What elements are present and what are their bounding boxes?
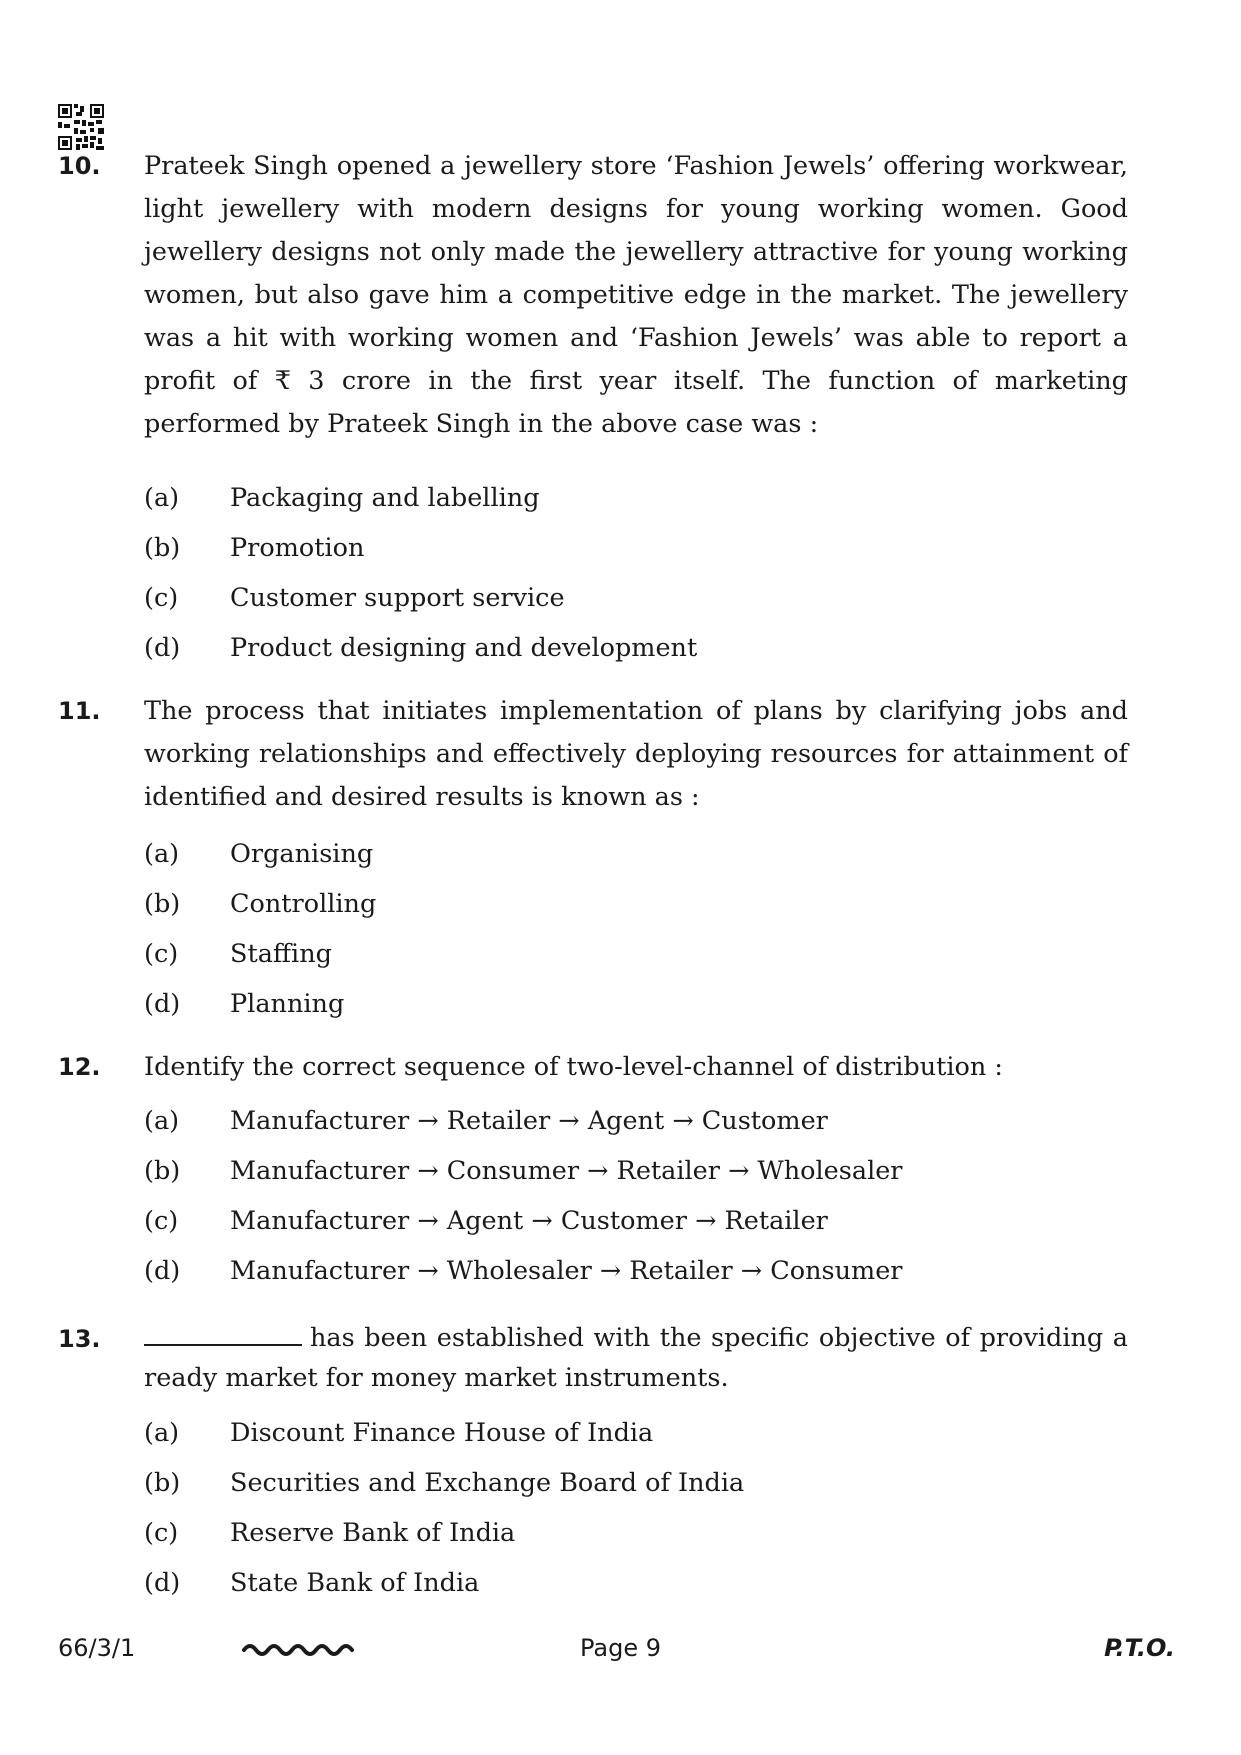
option-letter: (c) <box>144 939 179 969</box>
option-c <box>144 1508 1128 1558</box>
option-b <box>144 1458 1128 1508</box>
option-c <box>144 929 1128 979</box>
page-footer <box>0 1628 1241 1668</box>
option-d <box>144 1558 1128 1608</box>
option-letter: (b) <box>144 533 181 563</box>
option-text: Manufacturer → Consumer → Retailer → Wholesaler <box>230 1156 903 1186</box>
option-text: Product designing and development <box>230 633 698 663</box>
option-letter: (b) <box>144 889 181 919</box>
option-text: Discount Finance House of India <box>230 1418 654 1448</box>
option-letter: (d) <box>144 633 181 663</box>
option-letter: (d) <box>144 989 181 1019</box>
option-letter: (a) <box>144 1418 180 1448</box>
question-text: The process that initiates implementation of plans by clarifying jobs and working relationships and effectively deploying resources for attainment of identified and desired results is known as : <box>144 696 1128 812</box>
question-number: 11. <box>58 697 101 725</box>
option-letter: (b) <box>144 1468 181 1498</box>
option-text: Organising <box>230 839 374 869</box>
question-text: has been established with the specific objective of providing a ready market for money market instruments. <box>144 1323 1128 1393</box>
option-letter: (c) <box>144 1206 179 1236</box>
option-letter: (d) <box>144 1568 181 1598</box>
option-list <box>144 1408 1128 1608</box>
wave-ornament-icon <box>240 1636 356 1660</box>
question-text-wrapper <box>144 1318 1128 1398</box>
option-text: Controlling <box>230 889 377 919</box>
option-letter: (d) <box>144 1256 181 1286</box>
option-text: Reserve Bank of India <box>230 1518 516 1548</box>
option-letter: (b) <box>144 1156 181 1186</box>
option-text: Promotion <box>230 533 365 563</box>
option-a <box>144 473 1128 523</box>
option-letter: (a) <box>144 483 180 513</box>
option-letter: (c) <box>144 1518 179 1548</box>
option-a <box>144 829 1128 879</box>
option-c <box>144 573 1128 623</box>
paper-code: 66/3/1 <box>58 1634 136 1662</box>
question-number: 13. <box>58 1325 101 1353</box>
question-text: Prateek Singh opened a jewellery store ‘Fashion Jewels’ offering workwear, light jewellery with modern designs for young working women. Good jewellery designs not only made the jewellery attractive for young working women, but also gave him a competitive edge in the market. The jewellery was a hit with working women and ‘Fashion Jewels’ was able to report a profit of ₹ 3 crore in the first year itself. The function of marketing performed by Prateek Singh in the above case was : <box>144 151 1128 439</box>
option-b <box>144 879 1128 929</box>
option-list <box>144 1096 1128 1296</box>
option-list <box>144 829 1128 1029</box>
please-turn-over: P.T.O. <box>1104 1634 1175 1662</box>
question-number: 10. <box>58 152 101 180</box>
option-b <box>144 1146 1128 1196</box>
option-d <box>144 1246 1128 1296</box>
option-text: Securities and Exchange Board of India <box>230 1468 745 1498</box>
option-text: Planning <box>230 989 345 1019</box>
fill-in-blank <box>144 1322 302 1346</box>
option-d <box>144 979 1128 1029</box>
option-d <box>144 623 1128 673</box>
option-b <box>144 523 1128 573</box>
option-list <box>144 473 1128 673</box>
option-text: Staffing <box>230 939 332 969</box>
option-letter: (c) <box>144 583 179 613</box>
option-a <box>144 1096 1128 1146</box>
page-number: Page 9 <box>580 1634 661 1662</box>
option-text: Manufacturer → Retailer → Agent → Customer <box>230 1106 828 1136</box>
option-text: Packaging and labelling <box>230 483 540 513</box>
qr-code-icon <box>58 104 104 150</box>
question-number: 12. <box>58 1053 101 1081</box>
option-text: Manufacturer → Agent → Customer → Retailer <box>230 1206 828 1236</box>
option-c <box>144 1196 1128 1246</box>
question-text: Identify the correct sequence of two-level-channel of distribution : <box>144 1052 1004 1082</box>
option-a <box>144 1408 1128 1458</box>
option-text: Manufacturer → Wholesaler → Retailer → Consumer <box>230 1256 903 1286</box>
option-text: Customer support service <box>230 583 565 613</box>
option-letter: (a) <box>144 839 180 869</box>
option-text: State Bank of India <box>230 1568 480 1598</box>
option-letter: (a) <box>144 1106 180 1136</box>
